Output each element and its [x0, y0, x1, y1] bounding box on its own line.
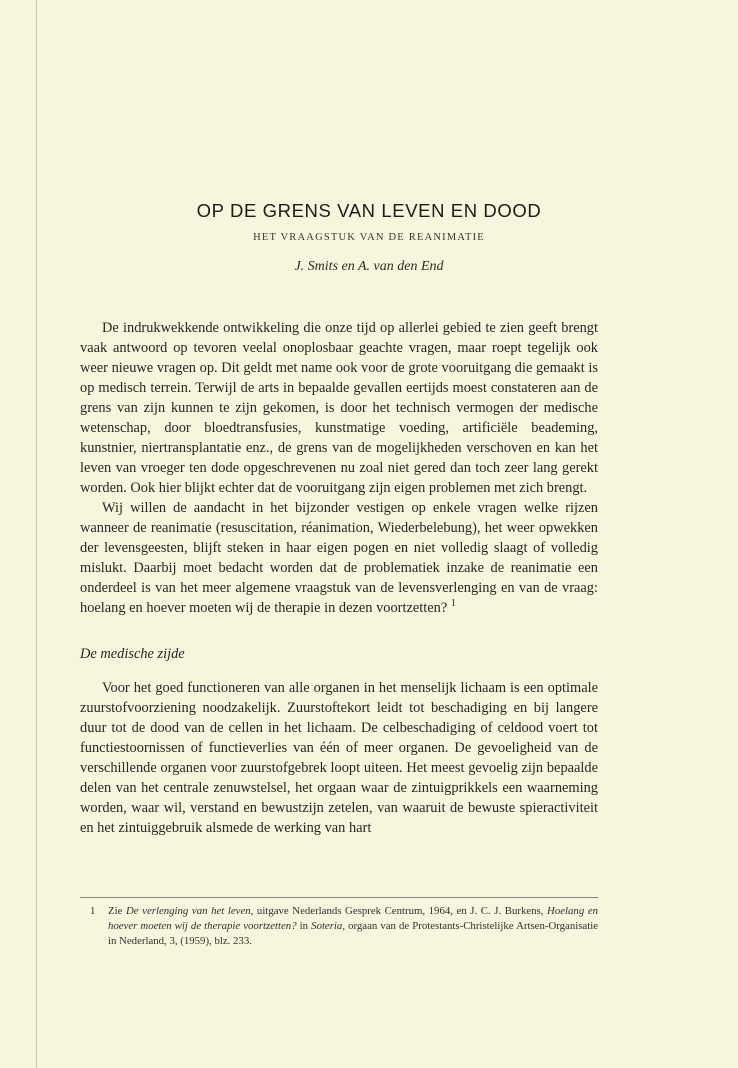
- footnote-text-1: Zie: [108, 905, 126, 917]
- footnote-text-4: , orgaan van de Protestants-Christelijke Artsen-Organisatie in Nederland, 3, (1959), blz. 233.: [108, 920, 599, 947]
- footnote-text-3: in: [296, 920, 312, 932]
- footnote-text-2: , uitgave Nederlands Gesprek Centrum, 1964, en J. C. J. Burkens,: [250, 905, 548, 917]
- paragraph-medical: Voor het goed functioneren van alle organen in het menselijk lichaam is een optimale zuurstofvoorziening noodzakelijk. Zuurstoftekort leidt tot beschadiging en bij langere duur tot de dood van de cellen in het lichaam. De celbeschadiging of celdood voert tot functiestoornissen of functieverlies van één of meer organen. De gevoeligheid van de verschillende organen voor zuurstofgebrek loopt uiteen. Het meest gevoelig zijn bepaalde delen van het centrale zenuwstelsel, het orgaan waar de zintuigprikkels een waarneming worden, waar wil, verstand en bewustzijn zetelen, van waaruit de bewuste spieractiviteit en het zintuiggebruik alsmede de werking van hart: [80, 680, 598, 836]
- footnote-title-2: Hoelang en hoever moeten wij de therapie voortzetten?: [108, 905, 599, 932]
- article-subtitle: HET VRAAGSTUK VAN DE REANIMATIE: [253, 232, 485, 243]
- paragraph-reanimation: [80, 498, 598, 618]
- article-body: [80, 318, 598, 838]
- article-authors: J. Smits en A. van den End: [294, 259, 444, 274]
- section-heading: De medische zijde: [80, 646, 185, 662]
- footnote: [80, 904, 598, 949]
- article-title: OP DE GRENS VAN LEVEN EN DOOD: [196, 200, 542, 221]
- footnote-reference[interactable]: 1: [450, 598, 456, 610]
- footnote-journal: Soteria: [311, 920, 343, 932]
- paragraph-intro: De indrukwekkende ontwikkeling die onze tijd op allerlei gebied te zien geeft brengt vaak antwoord op tevoren veelal onoplosbaar geachte vragen, maar roept tegelijk ook weer nieuwe vragen op. Dit geldt met name ook voor de grote vooruitgang die gemaakt is op medisch terrein. Terwijl de arts in bepaalde gevallen eertijds moest constateren aan de grens van zijn kunnen te zijn gekomen, is door het technisch vermogen der medische wetenschap, door bloedtransfusies, kunstmatige voeding, artificiële beademing, kunstnier, niertransplantatie enz., de grens van de mogelijkheden verschoven en kan het leven van vroeger ten dode opgeschrevenen nu zoal niet gered dan toch zeer lang gerekt worden. Ook hier blijkt echter dat de vooruitgang zijn eigen problemen met zich brengt.: [80, 320, 598, 496]
- paragraph-reanimation-text: Wij willen de aandacht in het bijzonder vestigen op enkele vragen welke rijzen wanneer de reanimatie (resuscitation, réanimation, Wiederbelebung), het weer opwekken der levensgeesten, blijft steken in haar eigen pogen en niet volledig slaagt of volledig mislukt. Daarbij moet bedacht worden dat de problematiek inzake de reanimatie een onderdeel is van het meer algemene vraagstuk van de levensverlenging en van de vraag: hoelang en hoever moeten wij de therapie in dezen voortzetten?: [80, 500, 598, 616]
- footnote-number: 1: [90, 905, 96, 917]
- footnote-title-1: De verlenging van het leven: [125, 905, 251, 917]
- page-binding-edge: [36, 0, 37, 1068]
- footnote-divider: [80, 897, 598, 898]
